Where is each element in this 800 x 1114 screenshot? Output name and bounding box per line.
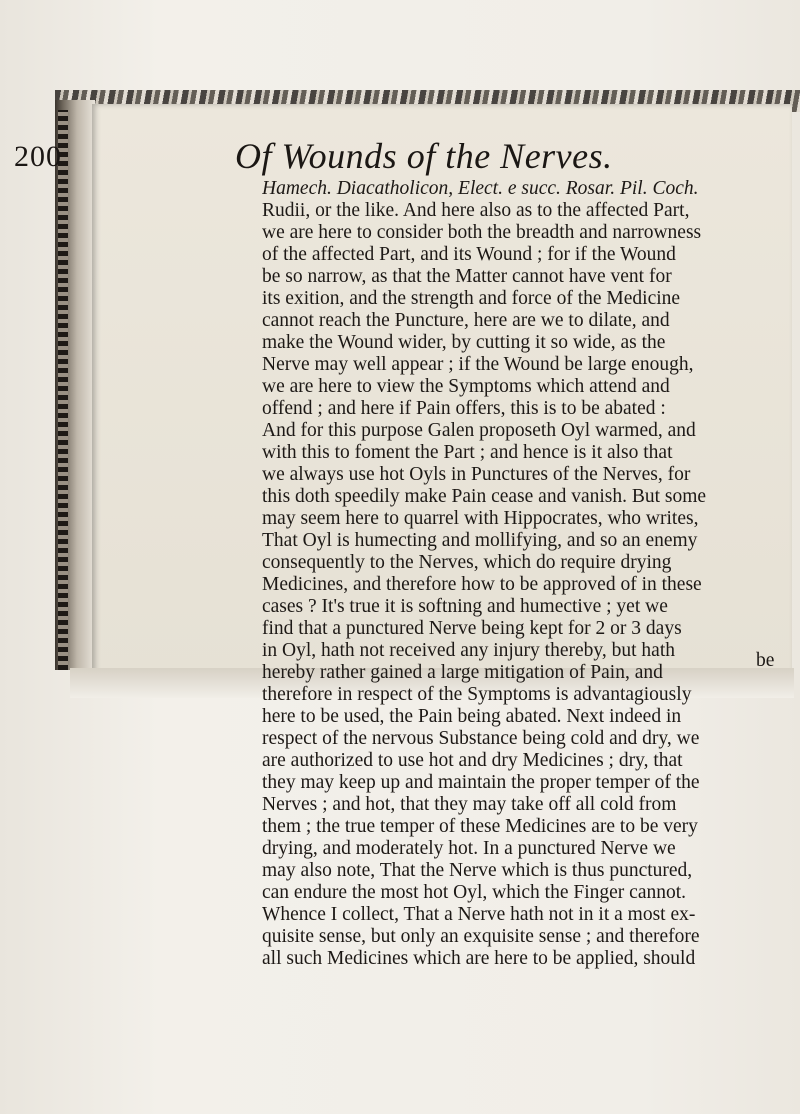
text-line: of the affected Part, and its Wound ; for if the Wound <box>262 244 676 265</box>
text-line: Hamech. Diacatholicon, Elect. e succ. Rosar. Pil. Coch. <box>262 178 699 199</box>
text-line: quisite sense, but only an exquisite sense ; and therefore <box>262 926 700 947</box>
body-text <box>262 178 782 970</box>
text-line: may also note, That the Nerve which is thus punctured, <box>262 860 693 881</box>
text-line: make the Wound wider, by cutting it so wide, as the <box>262 332 666 353</box>
catchword: be <box>756 650 775 671</box>
text-line: they may keep up and maintain the proper temper of the <box>262 772 700 793</box>
text-line: we are here to consider both the breadth and narrowness <box>262 222 702 243</box>
page-number: 200 <box>14 140 62 173</box>
text-line: this doth speedily make Pain cease and vanish. But some <box>262 486 707 507</box>
text-line: cases ? It's true it is softning and humective ; yet we <box>262 596 668 617</box>
text-line: here to be used, the Pain being abated. Next indeed in <box>262 706 682 727</box>
text-line: Whence I collect, That a Nerve hath not in it a most ex- <box>262 904 696 925</box>
text-line: consequently to the Nerves, which do require drying <box>262 552 672 573</box>
text-line: all such Medicines which are here to be applied, should <box>262 948 696 969</box>
text-line: may seem here to quarrel with Hippocrates, who writes, <box>262 508 699 529</box>
text-line: And for this purpose Galen proposeth Oyl warmed, and <box>262 420 696 441</box>
text-line: can endure the most hot Oyl, which the Finger cannot. <box>262 882 687 903</box>
text-line: we always use hot Oyls in Punctures of the Nerves, for <box>262 464 691 485</box>
text-line: Medicines, and therefore how to be approved of in these <box>262 574 702 595</box>
text-line: Nerves ; and hot, that they may take off all cold from <box>262 794 677 815</box>
text-line: in Oyl, hath not received any injury thereby, but hath <box>262 640 675 661</box>
text-line: with this to foment the Part ; and hence is it also that <box>262 442 673 463</box>
text-line: That Oyl is humecting and mollifying, and so an enemy <box>262 530 698 551</box>
text-line: cannot reach the Puncture, here are we to dilate, and <box>262 310 670 331</box>
text-line: respect of the nervous Substance being cold and dry, we <box>262 728 700 749</box>
text-line: we are here to view the Symptoms which attend and <box>262 376 670 397</box>
running-head: Of Wounds of the Nerves. <box>235 136 613 176</box>
binding-stitching <box>58 110 68 670</box>
text-line: therefore in respect of the Symptoms is advantagiously <box>262 684 692 705</box>
text-line: drying, and moderately hot. In a punctured Nerve we <box>262 838 676 859</box>
text-line: are authorized to use hot and dry Medicines ; dry, that <box>262 750 683 771</box>
text-line: its exition, and the strength and force of the Medicine <box>262 288 681 309</box>
text-line: Nerve may well appear ; if the Wound be large enough, <box>262 354 694 375</box>
text-line: find that a punctured Nerve being kept for 2 or 3 days <box>262 618 682 639</box>
text-line: be so narrow, as that the Matter cannot have vent for <box>262 266 672 287</box>
text-line: Rudii, or the like. And here also as to the affected Part, <box>262 200 690 221</box>
text-line: hereby rather gained a large mitigation of Pain, and <box>262 662 663 683</box>
text-line: offend ; and here if Pain offers, this is to be abated : <box>262 398 666 419</box>
text-line: them ; the true temper of these Medicines are to be very <box>262 816 698 837</box>
